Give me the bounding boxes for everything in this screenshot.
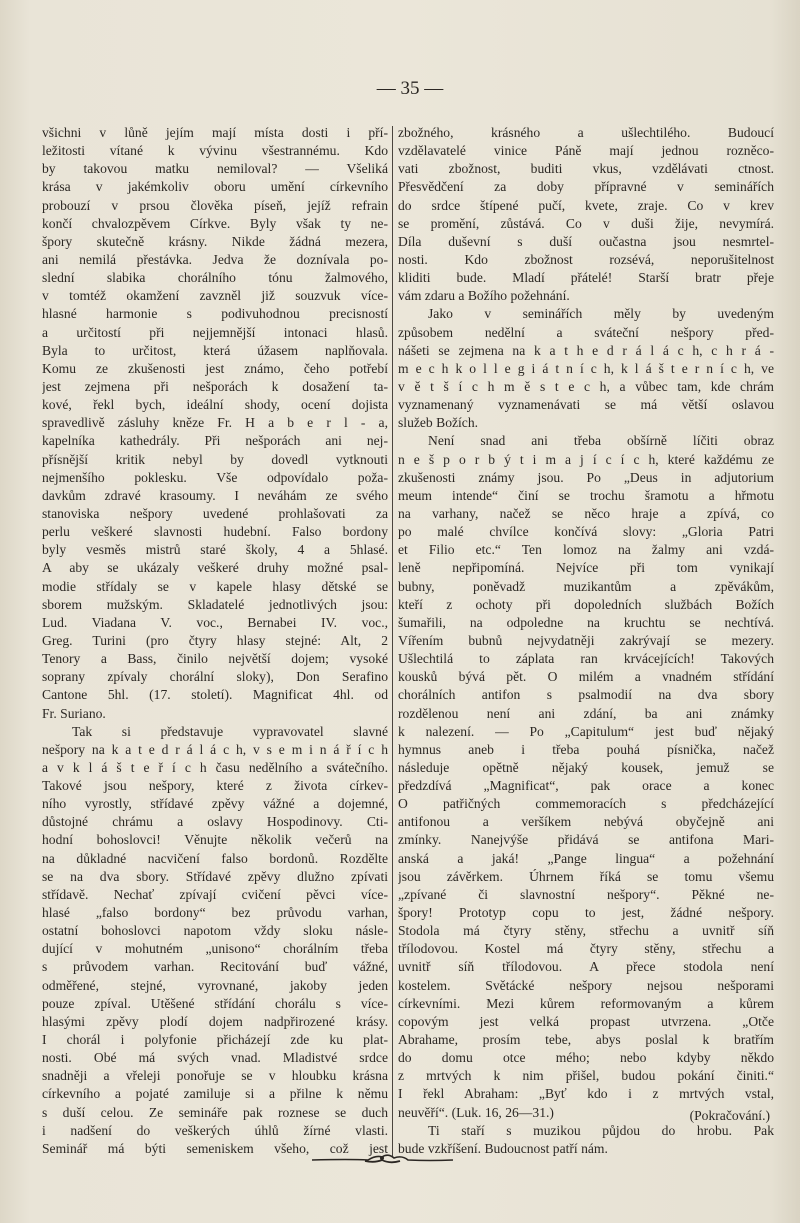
text-line: hymnus aneb i třeba pouhá písnička, načež (398, 741, 774, 757)
text-line: Tenory a Bass, činilo největší dojem; vysoké (42, 651, 388, 667)
text-line: nejmenšího poklesku. Vše odpovídalo poža- (42, 469, 388, 485)
text-line: nosti. Kdo zbožnost rozsévá, neporušitelnost (398, 251, 774, 267)
text-line: v tomtéž okamžení zavzněl již souzvuk více- (42, 288, 388, 304)
text-line: se promění, zůstává. Co v duši žije, nevymírá. (398, 215, 774, 231)
text-line: na varhany, načež se něco hraje a zpívá, co (398, 505, 774, 521)
text-line: církevního a pojaté zamiluje si a přilne k němu (42, 1086, 388, 1102)
text-line: Díla duševní s duší oučastna jsou nesmrtel- (398, 233, 774, 249)
text-line: chorálních antifon s psalmodií na dva sbory (398, 687, 774, 703)
text-line: vám zdaru a Božího požehnání. (398, 288, 570, 304)
text-line: následuje opětně nějaký kousek, jemuž se (398, 759, 774, 775)
text-line: hlasými zpěvy plodí dojem nadpřirozené krásy. (42, 1013, 388, 1029)
text-line: modie střídaly se v kapele hlasy dětské se (42, 578, 388, 594)
text-line: Greg. Turini (pro čtyry hlasy stejné: Alt, 2 (42, 632, 388, 648)
text-line: Takové jsou nešpory, které z života církev- (42, 778, 388, 794)
text-line: a v k l á š t e ř í c h času nedělního a svátečního. (42, 759, 388, 775)
text-line: Fr. Suriano. (42, 705, 106, 721)
text-line: se na dva sbory. Střídavé zpěvy dlužno zpívati (42, 868, 388, 884)
text-line: Ti staří s muzikou půjdou do hrobu. Pak (428, 1122, 774, 1138)
text-line: ního vyrostly, střídavé zpěvy vážné a dojemné, (42, 796, 388, 812)
text-line: po malé chvílce končívá slovy: „Gloria Patri (398, 524, 774, 540)
text-line: církevními. Mezi kůrem reformovaným a kůrem (398, 995, 774, 1011)
right-column (398, 124, 774, 1158)
text-line: s duší celou. Ze semináře pak roznese se duch (42, 1104, 388, 1120)
text-line: nášeti se zejmena na k a t h e d r á l á c h, c h r á - (398, 342, 774, 358)
text-line: kousků bývá pět. O milém a vnadném střídání (398, 669, 774, 685)
text-line: a určitostí při nejjemnější intonaci hlasů. (42, 324, 388, 340)
text-line: přísnější kritik nebyl by dovedl vytknouti (42, 451, 388, 467)
text-line: hodní bohoslovci! Věnujte několik večerů na (42, 832, 388, 848)
text-line: vati zbožnost, buditi vkus, vzdělávati ctnost. (398, 161, 774, 177)
text-line: perlu veškeré slavnosti hudební. Falso bordony (42, 524, 388, 540)
text-line: střídavě. Nechať zpívají cvičení pěvci více- (42, 886, 388, 902)
text-line: z mrtvých k nim přišel, budou pokání činiti.“ (398, 1068, 774, 1084)
text-line: Jako v seminářích měly by uvedeným (428, 306, 774, 322)
text-line: ležitosti vítané k vývinu všestrannému. Kdo (42, 143, 388, 159)
text-line: kteří z ochoty při dopoledních službách Božích (398, 596, 774, 612)
text-line: davkům zdravé krasoumy. I neváhám ze svého (42, 487, 388, 503)
text-line: k nalezení. — Po „Capitulum“ jest buď nějaký (398, 723, 774, 739)
text-line: Přesvědčení za doby přípravné v seminářích (398, 179, 774, 195)
continuation-note: (Pokračování.) (689, 1108, 770, 1123)
text-line: Seminář má býti semeniskem všeho, což jest (42, 1140, 388, 1156)
text-line: et Filio etc.“ Ten lomoz na žalmy ani vzdá- (398, 542, 774, 558)
column-divider (392, 126, 393, 1156)
text-line: vyznamenaný vyznamenávati se má větší oslavou (398, 397, 774, 413)
text-line: Stodola má čtyry stěny, střechu a uvnitř síň (398, 923, 774, 939)
text-line: Vířením bubnů nejvydatněji zakrývají se mezery. (398, 632, 774, 648)
text-line: zbožného, krásného a ušlechtilého. Budoucí (398, 125, 774, 140)
text-line: důstojné chrámu a oslavy Hospodinovy. Cti- (42, 814, 388, 830)
text-line: špory! Prototyp copu to jest, žádné nešpory. (398, 905, 774, 921)
text-line: sborem mužským. Skladatelé jednotlivých jsou: (42, 596, 388, 612)
text-line: i nadšení do veškerých úhlů žírné vlasti. (42, 1122, 388, 1138)
text-line: dující v mohutném „unisono“ chorálním třeba (42, 941, 388, 957)
text-line: bude vzkříšení. Budoucnost patří nám. (398, 1140, 608, 1156)
text-line: n e š p o r b ý t i m a j í c í c h, které každému ze (398, 451, 774, 467)
text-line: soprany zpívaly chorální sloky), Don Serafino (42, 669, 388, 685)
left-column (42, 124, 388, 1158)
text-line: Byla to určitost, která úžasem naplňovala. (42, 342, 388, 358)
text-line: jsou závěrkem. Úhrnem říká se tomu všemu (398, 868, 774, 884)
text-line: v ě t š í c h m ě s t e c h, a vůbec tam, kde chrám (398, 378, 774, 394)
text-line: krása v jakémkoliv oboru umění církevního (42, 179, 388, 195)
text-line: hlasné harmonie s podivuhodnou precisností (42, 306, 388, 322)
text-line: uvnitř síň třílodovou. A přece stodola není (398, 959, 774, 975)
text-line: nosti. Obé má svých vnad. Mladistvé srdce (42, 1050, 388, 1066)
text-line: do domu otce mého; nebo kdyby někdo (398, 1050, 774, 1066)
text-line: hlasé „falso bordony“ bez průvodu varhan, (42, 905, 388, 921)
text-line: do srdce štípené pučí, kvete, zraje. Co v krev (398, 197, 774, 213)
text-line: ostatní bohoslovci napotom vždy sloku násle- (42, 923, 388, 939)
text-line: nešpory na k a t e d r á l á c h, v s e m i n á ř í c h (42, 741, 388, 757)
text-line: meum intende“ činí se trochu šramotu a hřmotu (398, 487, 774, 503)
text-line: antifonou a veršíkem nebývá obyčejně ani (398, 814, 774, 830)
text-line: třílodovou. Kostel má čtyry stěny, střechu a (398, 941, 774, 957)
text-line: jest zejmena při nešporách k dosažení ta- (42, 378, 388, 394)
text-line: ani nemilá přestávka. Jedva že doznívala po- (42, 251, 388, 267)
text-line: předzdívá „Magnificat“, pak orace a konec (398, 778, 774, 794)
text-line: stanoviska nešpory uvedené prohlašovati za (42, 505, 388, 521)
text-line: zkušenosti známy jsou. Po „Deus in adjutorium (398, 469, 774, 485)
text-line: na důkladné nacvičení falso bordonů. Rozdělte (42, 850, 388, 866)
text-line: způsobem nedělní a sváteční nešpory před- (398, 324, 774, 340)
text-line: odměřené, stejné, vyrovnané, jakoby jeden (42, 977, 388, 993)
text-line: kové, řekl bych, ideální shody, ocení dojista (42, 397, 388, 413)
text-line: Lud. Viadana V. voc., Bernabei IV. voc., (42, 614, 388, 630)
text-line: Ušlechtilá to záplata ran krvácejících! Takových (398, 651, 774, 667)
text-line: Cantone 5hl. (17. století). Magnificat 4hl. od (42, 687, 388, 703)
text-line: končí chvalozpěvem Církve. Byly však ty ne- (42, 215, 388, 231)
text-line: špory skutečně krásny. Nikde žádná mezera, (42, 233, 388, 249)
text-line: slední slabika chorálního tónu žalmového, (42, 270, 388, 286)
text-line: spravedlivě zásluhy kněze Fr. H a b e r l - a, (42, 415, 388, 431)
text-line: m e c h k o l l e g i á t n í c h, k l á š t e r n í c h, ve (398, 360, 774, 376)
text-line: Komu ze zkušenosti jest známo, čeho potřebí (42, 360, 388, 376)
text-line: rozdělenou není ani zdání, ba ani známky (398, 705, 774, 721)
text-line: kostelem. Světácké nešpory nejsou nešporami (398, 977, 774, 993)
text-line: A aby se ukázaly veškeré druhy možné psal- (42, 560, 388, 576)
text-line: neuvěří“. (Luk. 16, 26—31.) (398, 1104, 554, 1120)
text-line: probouzí v prsou člověka píseň, jejíž refrain (42, 197, 388, 213)
text-line: bubny, poněvadž muzikantům a zpěvákům, (398, 578, 774, 594)
ornament-divider (310, 1150, 455, 1168)
text-line: byly vesměs mistrů staré školy, 4 a 5hlasé. (42, 542, 388, 558)
text-line: I řekl Abraham: „Byť kdo i z mrtvých vstal, (398, 1086, 774, 1102)
text-line: Abrahame, prosím tebe, abys poslal k bratřím (398, 1032, 774, 1048)
text-line: šumařili, na odpoledne na kruchtu se nechtívá. (398, 614, 774, 630)
text-line: pouze zpíval. Utěšené střídání chorálu s více- (42, 995, 388, 1011)
text-line: vzdělavatelé vinice Páně mají jednou rozněco- (398, 143, 774, 159)
text-line: leně nepřipomíná. Nejvíce při tom vynikají (398, 560, 774, 576)
text-line: všichni v lůně jejím mají místa dosti i pří- (42, 125, 388, 140)
text-line: Není snad ani třeba obšírně líčiti obraz (428, 433, 774, 449)
text-line: zmínky. Nanejvýše přidává se antifona Mari- (398, 832, 774, 848)
text-line: snadněji a vřeleji ponořuje se v hloubku krásna (42, 1068, 388, 1084)
text-line: Tak si představuje vypravovatel slavné (72, 723, 388, 739)
text-line: anská a jaká! „Pange lingua“ a požehnání (398, 850, 774, 866)
text-line: kapelníka kathedrály. Při nešporách ani nej- (42, 433, 388, 449)
text-line: I chorál i polyfonie přicházejí zde ku plat- (42, 1032, 388, 1048)
text-line: služeb Božích. (398, 415, 479, 431)
text-line: „zpívané či slavnostní nešpory“. Pěkné ne- (398, 886, 774, 902)
text-line: O patřičných commemoracích s předcházející (398, 796, 774, 812)
text-line: kliditi bude. Mladí přátelé! Starší bratr přeje (398, 270, 774, 286)
text-line: by takovou matku nemiloval? — Všeliká (42, 161, 388, 177)
text-line: copovým jest velká propast utvrzena. „Otče (398, 1013, 774, 1029)
text-line: s průvodem varhan. Recitování buď vážné, (42, 959, 388, 975)
page-number: — 35 — (376, 78, 444, 99)
